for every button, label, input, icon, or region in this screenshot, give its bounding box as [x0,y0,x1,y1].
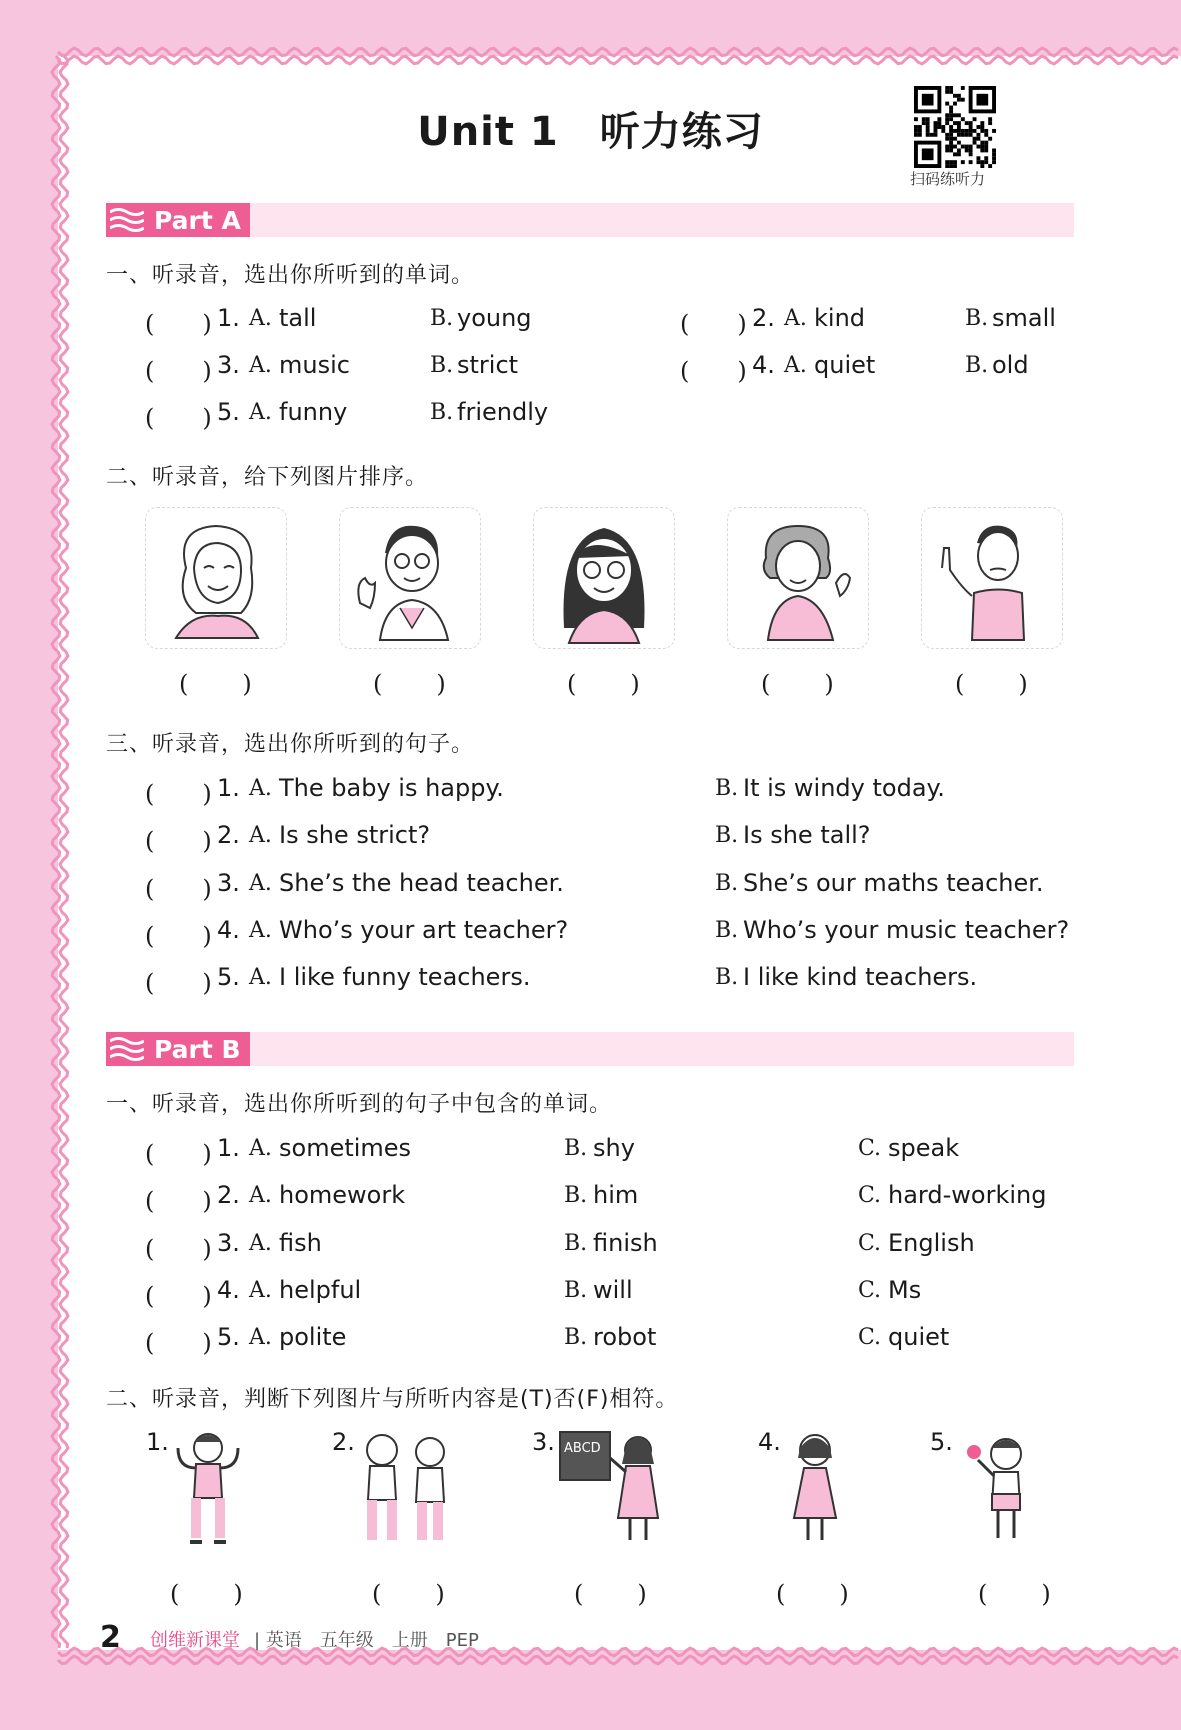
option-a: kind [814,304,866,332]
option-c: quiet [888,1323,950,1352]
item-number: 1. [217,304,240,332]
item-number: 2. [752,304,775,332]
option-b: finish [593,1228,658,1257]
shy-girl-icon [780,1428,850,1558]
option-letter: B. [430,400,454,425]
option-letter: B. [564,1183,588,1209]
option-letter: B. [564,1277,588,1303]
answer-blank[interactable]: ( ) [145,310,212,338]
old-lady-waving-icon [728,508,868,648]
picture-order-blank[interactable]: ( ) [761,670,836,698]
option-letter: A. [249,1183,272,1209]
part-b-bar [106,1032,1074,1066]
picture-girl-glasses [533,507,675,649]
option-b: friendly [457,398,549,426]
option-letter: B. [564,1230,588,1256]
option-letter: B. [965,306,989,331]
option-letter: B. [965,353,989,378]
picture-order-blank[interactable]: ( ) [955,670,1030,698]
option-letter: C. [858,1325,882,1351]
option-letter: A. [249,965,272,991]
option-letter: A. [249,1325,272,1351]
option-letter: B. [564,1325,588,1351]
answer-blank[interactable]: ( ) [145,404,212,432]
option-letter: A. [784,306,807,331]
option-letter: A. [249,823,272,849]
option-b: him [593,1181,639,1210]
option-letter: A. [249,353,272,378]
answer-blank[interactable]: ( ) [680,357,747,385]
option-a: sometimes [279,1134,412,1162]
answer-blank[interactable]: ( ) [145,1329,212,1358]
grandparents-icon [352,1428,462,1558]
option-letter: B. [715,776,739,801]
option-letter: C. [858,1230,882,1256]
item-number: 4. [217,1275,240,1304]
item-number: 2. [217,1181,240,1210]
option-a: tall [279,304,317,332]
option-letter: A. [249,1136,272,1161]
pic-number-1: 1. [146,1428,169,1456]
option-letter: B. [430,306,454,331]
answer-blank[interactable]: ( ) [145,1281,212,1310]
item-number: 3. [217,1228,240,1257]
option-letter: C. [858,1136,882,1161]
girl-winking-icon [534,508,674,648]
option-letter: C. [858,1183,882,1209]
option-b: small [992,304,1056,332]
footer-brand: 创维新课堂 [150,1630,240,1651]
teacher-blackboard-icon [558,1428,668,1558]
option-letter: B. [715,823,739,849]
option-c: Ms [888,1275,922,1304]
picture-order-blank[interactable]: ( ) [373,670,448,698]
answer-blank[interactable]: ( ) [680,310,747,338]
option-letter: B. [564,1136,588,1161]
picture-grandma [145,507,287,649]
option-letter: A. [249,400,272,425]
part-a-sec1-heading: 一、听录音，选出你所听到的单词。 [106,263,475,288]
option-letter: A. [249,306,272,331]
option-letter: A. [249,776,272,801]
wave-lines-icon [110,207,144,233]
page-title: Unit 1 听力练习 [417,109,764,155]
picture-order-blank[interactable]: ( ) [179,670,254,698]
answer-blank[interactable]: ( ) [145,1140,212,1168]
option-b: old [992,351,1029,379]
sentence-b: It is windy today. [743,774,945,802]
answer-blank[interactable]: ( ) [145,969,212,998]
sentence-b: Is she tall? [743,821,871,850]
option-letter: A. [784,353,807,378]
footer-info: | 英语 五年级 上册 PEP [254,1630,479,1651]
item-number: 4. [217,915,240,944]
true-false-blank[interactable]: ( ) [776,1580,851,1608]
page-number: 2 [100,1620,121,1655]
part-a-tag [106,203,250,237]
item-number: 5. [217,398,240,426]
true-false-blank[interactable]: ( ) [372,1580,447,1608]
option-a: polite [279,1323,347,1352]
pic-number-3: 3. [532,1428,555,1456]
picture-old-lady [727,507,869,649]
part-a-sec2-heading: 二、听录音，给下列图片排序。 [106,465,429,490]
sentence-a: Who’s your art teacher? [279,915,569,944]
part-a-bar [106,203,1074,237]
option-b: strict [457,351,519,379]
wave-lines-icon [110,1036,144,1062]
part-b-sec1-heading: 一、听录音，选出你所听到的句子中包含的单词。 [106,1092,613,1117]
sentence-a: The baby is happy. [279,774,504,802]
option-letter: A. [249,1277,272,1303]
option-b: young [457,304,532,332]
option-letter: C. [858,1277,882,1303]
option-letter: A. [249,917,272,943]
item-number: 2. [217,821,240,850]
sentence-a: I like funny teachers. [279,963,531,992]
option-a: homework [279,1181,406,1210]
option-a: funny [279,398,348,426]
blackboard-text: ABCD [564,1441,601,1456]
true-false-blank[interactable]: ( ) [978,1580,1053,1608]
option-letter: B. [715,917,739,943]
picture-order-blank[interactable]: ( ) [567,670,642,698]
option-letter: B. [715,870,739,896]
item-number: 1. [217,774,240,802]
answer-blank[interactable]: ( ) [145,921,212,950]
part-a-sec3-heading: 三、听录音，选出你所听到的句子。 [106,732,475,757]
sentence-b: I like kind teachers. [743,963,978,992]
item-number: 4. [752,351,775,379]
answer-blank[interactable]: ( ) [145,780,212,808]
qr-code-icon[interactable] [914,86,996,168]
boy-waving-icon [340,508,480,648]
part-b-tag [106,1032,250,1066]
option-a: fish [279,1228,322,1257]
item-number: 5. [217,963,240,992]
pic-number-2: 2. [332,1428,355,1456]
part-b-sec2-heading: 二、听录音，判断下列图片与所听内容是(T)否(F)相符。 [106,1387,679,1412]
item-number: 1. [217,1134,240,1162]
true-false-blank[interactable]: ( ) [574,1580,649,1608]
strong-boy-icon [168,1428,248,1558]
picture-boy-glasses [339,507,481,649]
answer-blank[interactable]: ( ) [145,1234,212,1263]
part-b-label: Part B [154,1035,241,1064]
option-c: English [888,1228,975,1257]
option-letter: B. [715,965,739,991]
picture-man-pointing [921,507,1063,649]
sentence-b: She’s our maths teacher. [743,868,1044,897]
option-letter: A. [249,1230,272,1256]
sentence-a: Is she strict? [279,821,431,850]
answer-blank[interactable]: ( ) [145,1187,212,1216]
option-c: speak [888,1134,960,1162]
option-c: hard-working [888,1181,1047,1210]
option-letter: B. [430,353,454,378]
pic-number-4: 4. [758,1428,781,1456]
option-a: helpful [279,1275,362,1304]
qr-caption: 扫码练听力 [910,170,986,188]
option-b: will [593,1275,633,1304]
answer-blank[interactable]: ( ) [145,874,212,903]
true-false-blank[interactable]: ( ) [170,1580,245,1608]
answer-blank[interactable]: ( ) [145,827,212,856]
option-b: shy [593,1134,635,1162]
item-number: 5. [217,1323,240,1352]
option-a: music [279,351,350,379]
option-letter: A. [249,870,272,896]
pic-number-5: 5. [930,1428,953,1456]
sentence-b: Who’s your music teacher? [743,915,1070,944]
option-a: quiet [814,351,876,379]
man-pointing-icon [922,508,1062,648]
part-a-label: Part A [154,206,241,235]
grandma-laughing-icon [146,508,286,648]
sentence-a: She’s the head teacher. [279,868,564,897]
answer-blank[interactable]: ( ) [145,357,212,385]
item-number: 3. [217,868,240,897]
option-b: robot [593,1323,657,1352]
boy-with-apple-icon [962,1428,1042,1558]
item-number: 3. [217,351,240,379]
